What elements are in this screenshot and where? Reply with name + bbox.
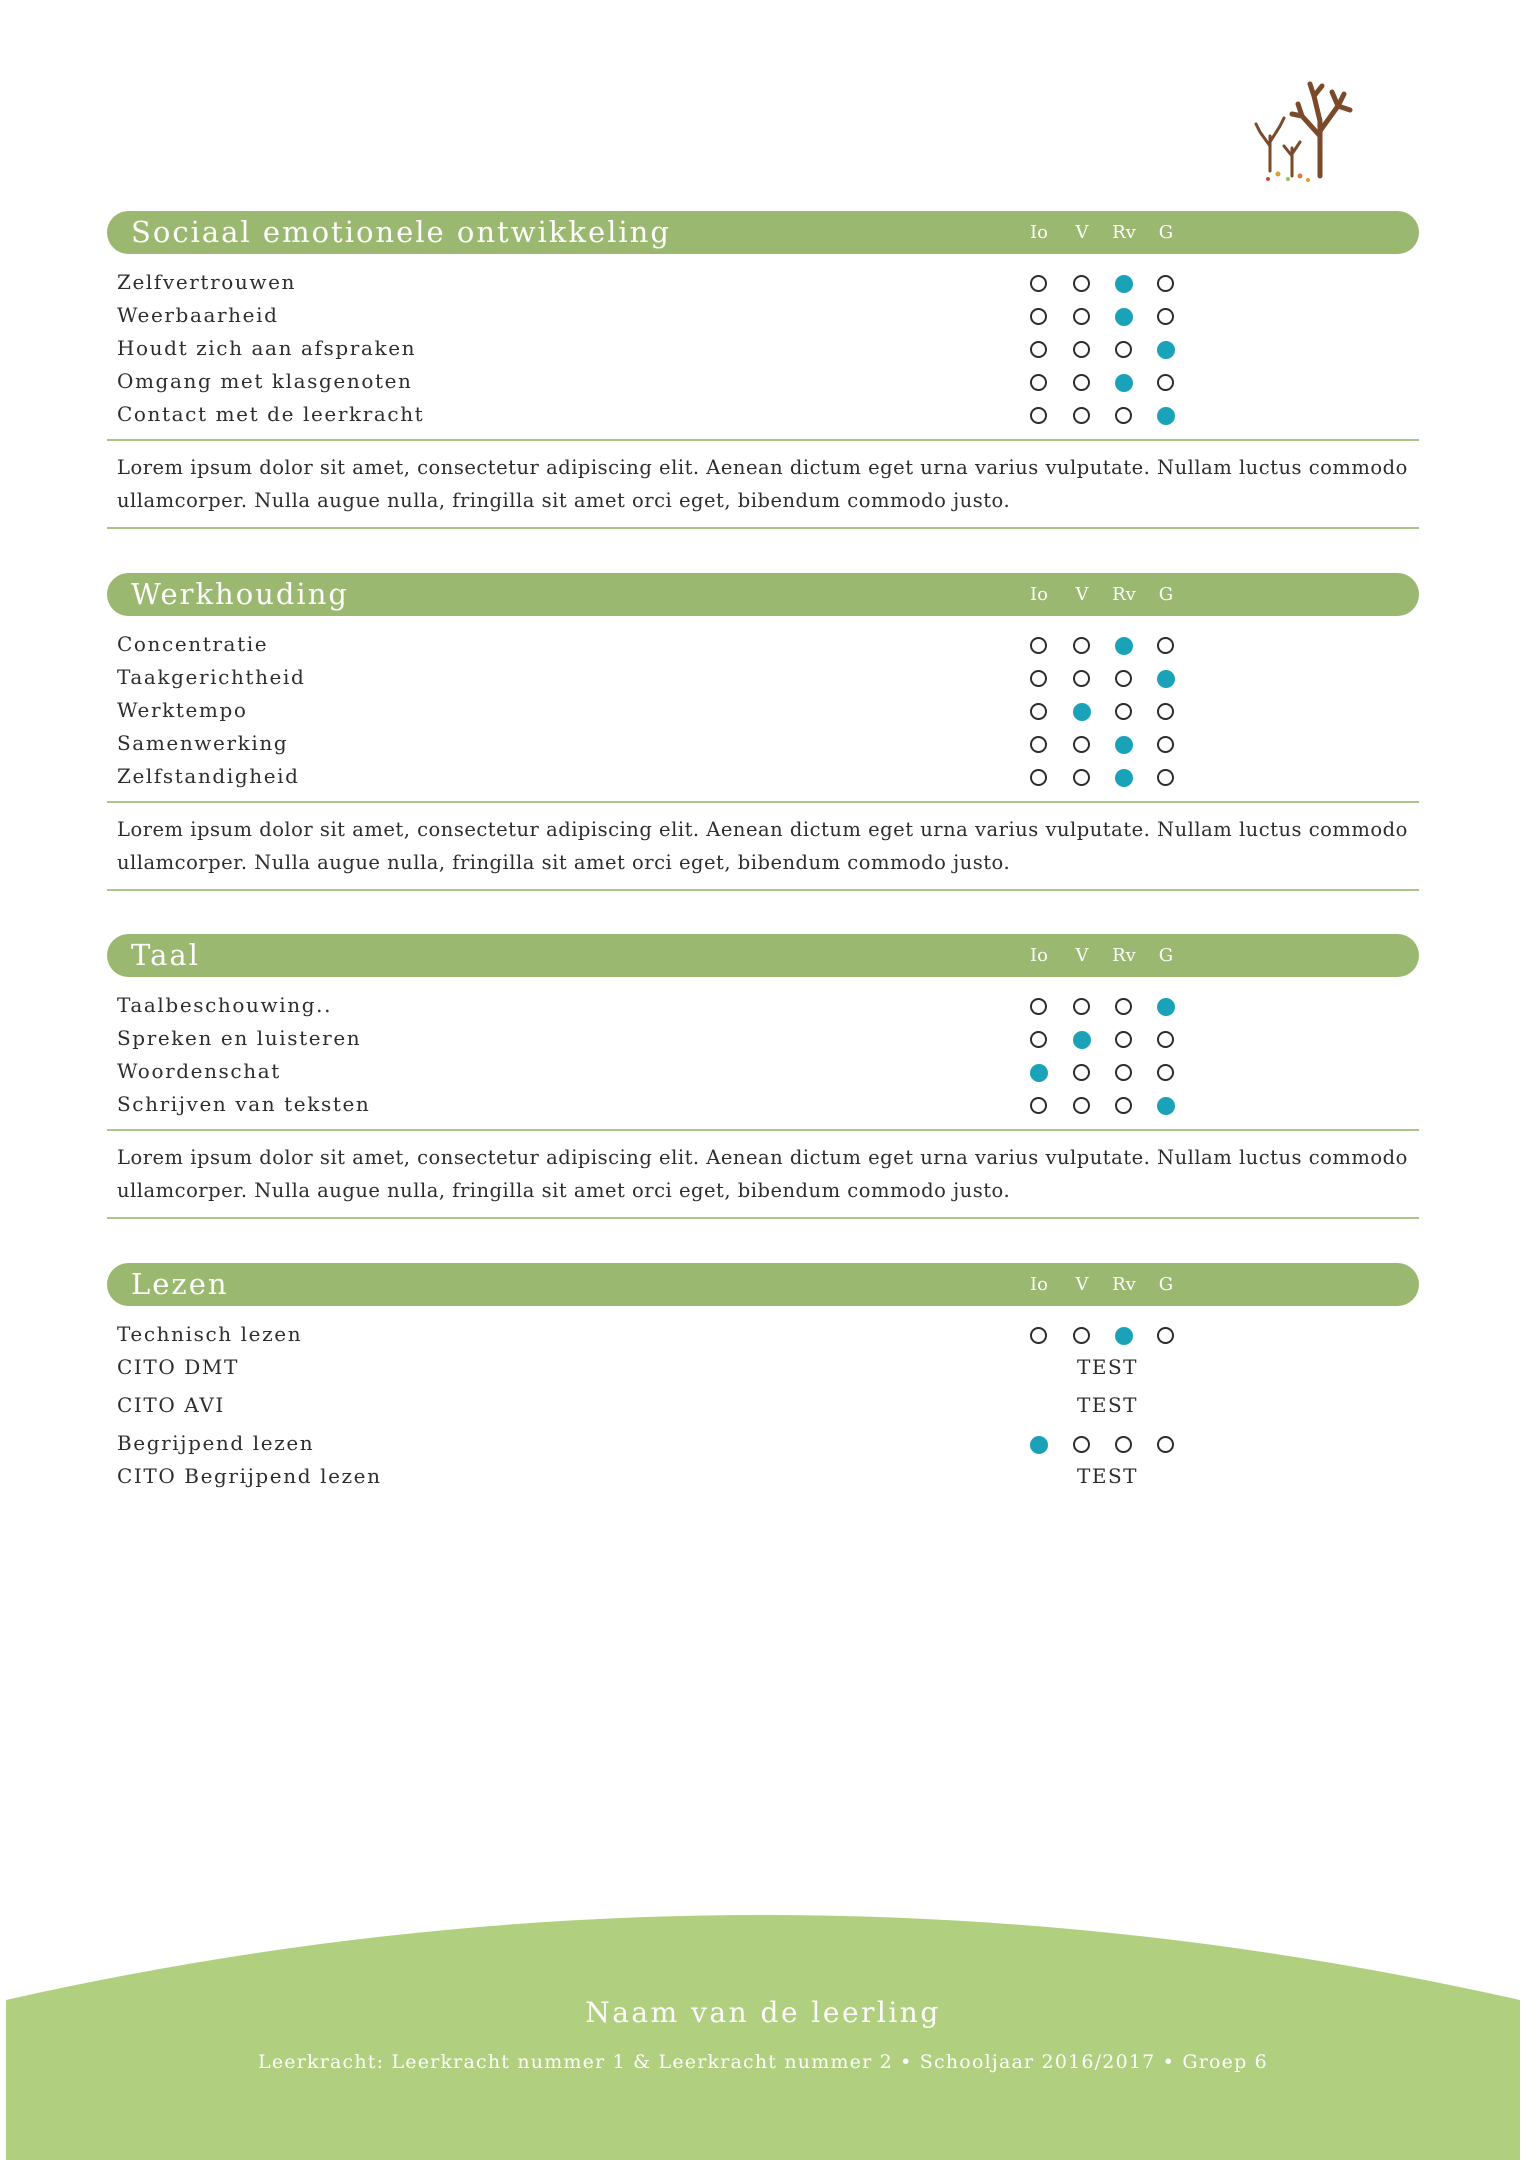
row-label: Samenwerking — [117, 731, 289, 755]
section-note: Lorem ipsum dolor sit amet, consectetur adipiscing elit. Aenean dictum eget urna varius vulputate. Nullam luctus commodo ullamcorper. Nulla augue nulla, fringilla sit amet orci eget, bibendum commodo justo. — [117, 456, 1408, 512]
rating-rows — [107, 628, 1419, 793]
rating-rows — [107, 989, 1419, 1121]
section-title: Werkhouding — [131, 577, 349, 611]
rating-option-g — [1157, 1097, 1175, 1115]
rating-row — [107, 1460, 1419, 1493]
divider — [107, 889, 1419, 891]
rating-option-io — [1030, 637, 1047, 654]
row-label: Houdt zich aan afspraken — [117, 336, 417, 360]
row-label: Zelfstandigheid — [117, 764, 300, 788]
rating-option-g — [1157, 1436, 1174, 1453]
col-label-g: G — [1158, 945, 1174, 966]
rating-option-io — [1030, 308, 1047, 325]
rating-row — [107, 1389, 1419, 1427]
divider — [107, 527, 1419, 529]
section-lezen — [107, 1263, 1419, 1493]
row-label: Technisch lezen — [117, 1322, 303, 1346]
row-label: Taalbeschouwing.. — [117, 993, 333, 1017]
row-label: Concentratie — [117, 632, 269, 656]
section-title: Sociaal emotionele ontwikkeling — [131, 215, 671, 249]
rating-option-v — [1073, 637, 1090, 654]
rating-option-rv — [1115, 1436, 1132, 1453]
rating-option-v — [1073, 1064, 1090, 1081]
rating-option-rv — [1115, 275, 1133, 293]
col-label-io: Io — [1030, 945, 1048, 966]
col-label-v: V — [1075, 1274, 1089, 1295]
rating-row — [107, 661, 1419, 694]
rating-option-v — [1073, 769, 1090, 786]
rating-option-v — [1073, 341, 1090, 358]
rating-option-g — [1157, 670, 1175, 688]
col-label-rv: Rv — [1112, 584, 1136, 605]
school-logo-trees — [1240, 76, 1370, 186]
section-sociaal-emotioneel — [107, 211, 1419, 529]
rating-row — [107, 299, 1419, 332]
row-label: Schrijven van teksten — [117, 1092, 371, 1116]
rating-row — [107, 694, 1419, 727]
rating-option-v — [1073, 998, 1090, 1015]
rating-row — [107, 727, 1419, 760]
test-value: TEST — [1077, 1464, 1138, 1488]
rating-row — [107, 1088, 1419, 1121]
col-label-v: V — [1075, 222, 1089, 243]
rating-option-g — [1157, 769, 1174, 786]
rating-option-io — [1030, 736, 1047, 753]
rating-option-io — [1030, 407, 1047, 424]
rating-option-v — [1073, 1436, 1090, 1453]
rating-option-g — [1157, 703, 1174, 720]
row-label: Omgang met klasgenoten — [117, 369, 413, 393]
rating-row — [107, 1427, 1419, 1460]
row-label: CITO AVI — [117, 1393, 225, 1417]
row-label: CITO DMT — [117, 1355, 239, 1379]
rating-row — [107, 1318, 1419, 1351]
rating-option-io — [1030, 1097, 1047, 1114]
rating-option-g — [1157, 407, 1175, 425]
test-value: TEST — [1077, 1355, 1138, 1379]
section-title: Taal — [131, 938, 200, 972]
rating-row — [107, 628, 1419, 661]
rating-option-g — [1157, 308, 1174, 325]
rating-rows — [107, 266, 1419, 431]
rating-option-rv — [1115, 374, 1133, 392]
teacher-school-info: Leerkracht: Leerkracht nummer 1 & Leerkracht nummer 2 • Schooljaar 2016/2017 • Groep 6 — [258, 2051, 1268, 2073]
rating-option-rv — [1115, 703, 1132, 720]
row-label: CITO Begrijpend lezen — [117, 1464, 382, 1488]
rating-option-rv — [1115, 1097, 1132, 1114]
rating-option-io — [1030, 1064, 1048, 1082]
rating-option-io — [1030, 1436, 1048, 1454]
rating-option-rv — [1115, 769, 1133, 787]
rating-option-rv — [1115, 341, 1132, 358]
rating-column-labels — [107, 583, 1419, 607]
rating-option-g — [1157, 275, 1174, 292]
col-label-rv: Rv — [1112, 222, 1136, 243]
rating-option-io — [1030, 703, 1047, 720]
rating-option-g — [1157, 998, 1175, 1016]
rating-option-rv — [1115, 998, 1132, 1015]
section-title: Lezen — [131, 1267, 229, 1301]
col-label-v: V — [1075, 945, 1089, 966]
col-label-io: Io — [1030, 1274, 1048, 1295]
row-label: Taakgerichtheid — [117, 665, 306, 689]
rating-column-labels — [107, 944, 1419, 968]
row-label: Werktempo — [117, 698, 248, 722]
rating-option-rv — [1115, 637, 1133, 655]
rating-option-v — [1073, 1031, 1091, 1049]
col-label-rv: Rv — [1112, 1274, 1136, 1295]
rating-option-v — [1073, 275, 1090, 292]
col-label-rv: Rv — [1112, 945, 1136, 966]
rating-option-io — [1030, 769, 1047, 786]
rating-option-io — [1030, 1031, 1047, 1048]
rating-option-g — [1157, 637, 1174, 654]
divider — [107, 1217, 1419, 1219]
rating-row — [107, 1351, 1419, 1389]
test-value: TEST — [1077, 1393, 1138, 1417]
rating-row — [107, 1055, 1419, 1088]
rating-option-io — [1030, 670, 1047, 687]
rating-option-rv — [1115, 1064, 1132, 1081]
rating-row — [107, 365, 1419, 398]
col-label-io: Io — [1030, 584, 1048, 605]
rating-option-io — [1030, 341, 1047, 358]
rating-column-labels — [107, 221, 1419, 245]
rating-row — [107, 266, 1419, 299]
row-label: Weerbaarheid — [117, 303, 279, 327]
col-label-io: Io — [1030, 222, 1048, 243]
rating-option-g — [1157, 1327, 1174, 1344]
rating-option-rv — [1115, 670, 1132, 687]
row-label: Begrijpend lezen — [117, 1431, 315, 1455]
rating-option-rv — [1115, 1327, 1133, 1345]
rating-option-v — [1073, 736, 1090, 753]
rating-option-io — [1030, 998, 1047, 1015]
rating-option-rv — [1115, 736, 1133, 754]
rating-option-v — [1073, 670, 1090, 687]
rating-row — [107, 398, 1419, 431]
rating-row — [107, 989, 1419, 1022]
section-taal — [107, 934, 1419, 1219]
rating-option-rv — [1115, 407, 1132, 424]
row-label: Woordenschat — [117, 1059, 281, 1083]
rating-option-v — [1073, 1097, 1090, 1114]
row-label: Contact met de leerkracht — [117, 402, 425, 426]
col-label-g: G — [1158, 222, 1174, 243]
col-label-g: G — [1158, 584, 1174, 605]
rating-row — [107, 332, 1419, 365]
rating-option-v — [1073, 703, 1091, 721]
rating-option-g — [1157, 1031, 1174, 1048]
col-label-v: V — [1075, 584, 1089, 605]
rating-rows — [107, 1318, 1419, 1493]
rating-option-v — [1073, 407, 1090, 424]
col-label-g: G — [1158, 1274, 1174, 1295]
section-note: Lorem ipsum dolor sit amet, consectetur adipiscing elit. Aenean dictum eget urna varius vulputate. Nullam luctus commodo ullamcorper. Nulla augue nulla, fringilla sit amet orci eget, bibendum commodo justo. — [117, 1146, 1408, 1202]
section-header — [107, 211, 1419, 254]
student-name: Naam van de leerling — [585, 1996, 941, 2029]
rating-option-v — [1073, 308, 1090, 325]
rating-row — [107, 760, 1419, 793]
rating-option-io — [1030, 1327, 1047, 1344]
row-label: Spreken en luisteren — [117, 1026, 362, 1050]
rating-option-rv — [1115, 308, 1133, 326]
rating-option-io — [1030, 275, 1047, 292]
rating-option-v — [1073, 1327, 1090, 1344]
section-note: Lorem ipsum dolor sit amet, consectetur adipiscing elit. Aenean dictum eget urna varius vulputate. Nullam luctus commodo ullamcorper. Nulla augue nulla, fringilla sit amet orci eget, bibendum commodo justo. — [117, 818, 1408, 874]
rating-column-labels — [107, 1273, 1419, 1297]
rating-option-v — [1073, 374, 1090, 391]
rating-row — [107, 1022, 1419, 1055]
rating-option-g — [1157, 1064, 1174, 1081]
section-header — [107, 1263, 1419, 1306]
section-header — [107, 934, 1419, 977]
rating-option-g — [1157, 374, 1174, 391]
rating-option-io — [1030, 374, 1047, 391]
section-werkhouding — [107, 573, 1419, 891]
row-label: Zelfvertrouwen — [117, 270, 296, 294]
rating-option-rv — [1115, 1031, 1132, 1048]
rating-option-g — [1157, 736, 1174, 753]
rating-option-g — [1157, 341, 1175, 359]
section-header — [107, 573, 1419, 616]
